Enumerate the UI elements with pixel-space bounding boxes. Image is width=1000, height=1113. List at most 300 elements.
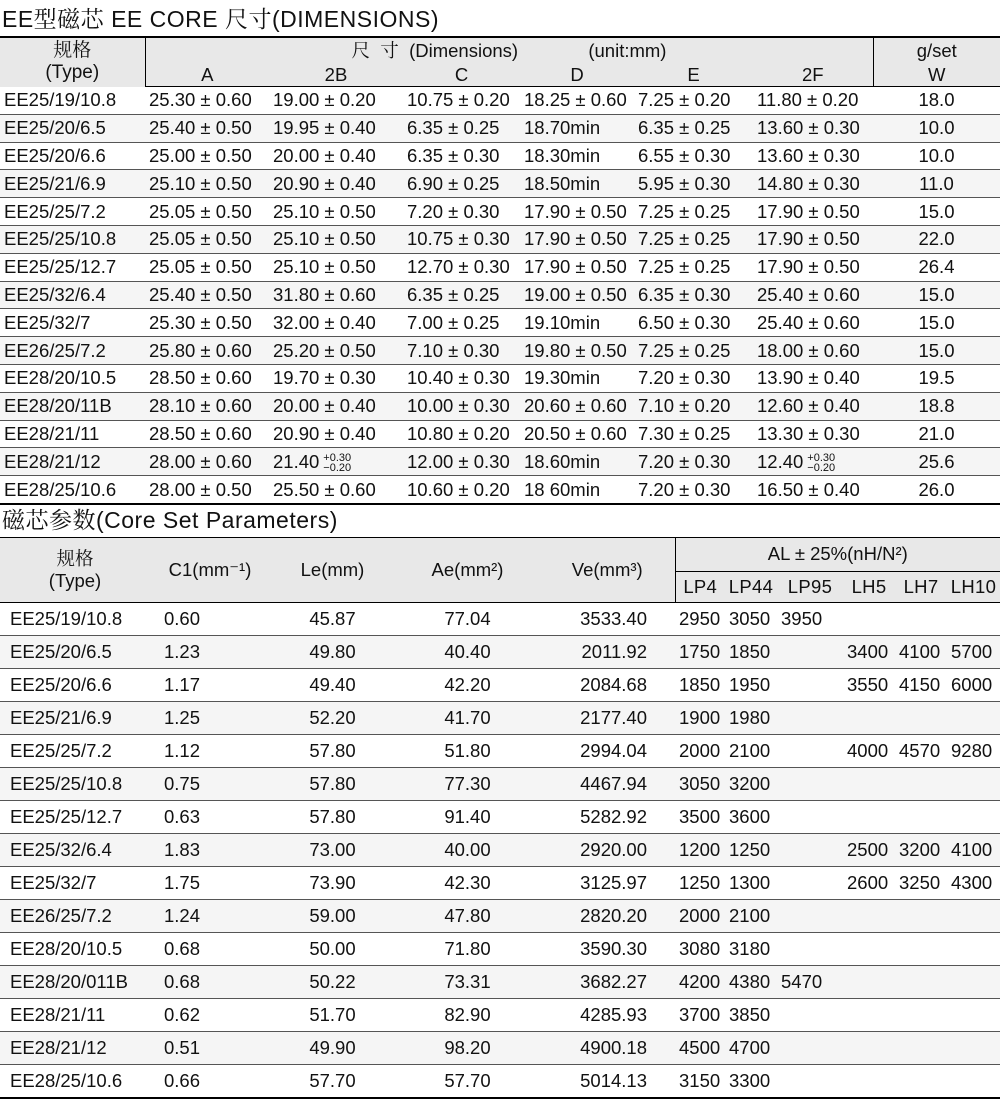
al-lp44-cell: 3050: [725, 602, 777, 635]
dim-value: 32.00 ± 0.40: [273, 311, 376, 333]
dim-value: 7.25 ± 0.25: [638, 228, 731, 250]
weight-cell: 19.5: [873, 364, 1000, 392]
dim-e-cell: [634, 337, 753, 365]
type-cell: EE25/25/12.7: [0, 253, 145, 281]
weight-cell: 15.0: [873, 337, 1000, 365]
dim-value: 28.00 ± 0.60: [149, 450, 252, 472]
c1-cell: 1.24: [150, 899, 270, 932]
al-lp4-cell: 1200: [675, 833, 725, 866]
weight-cell: 11.0: [873, 170, 1000, 198]
dim-value: 13.90 ± 0.40: [757, 367, 860, 389]
le-cell: 49.80: [270, 635, 395, 668]
dim-d-cell: [520, 281, 634, 309]
le-cell: 57.80: [270, 734, 395, 767]
dimensions-subheader-row: [0, 64, 1000, 87]
dim-value: 17.90 ± 0.50: [524, 200, 627, 222]
dim-value: 28.10 ± 0.60: [149, 395, 252, 417]
dim-d-cell: [520, 448, 634, 476]
al-lh10-cell: [947, 965, 1000, 998]
al-lp4-cell: 3080: [675, 932, 725, 965]
al-lh7-cell: [895, 602, 947, 635]
table-row: [0, 866, 1000, 899]
param-type-cell: EE28/21/12: [0, 1031, 150, 1064]
ae-cell: 98.20: [395, 1031, 540, 1064]
dim-a-cell: [145, 309, 269, 337]
dim-value: 13.60 ± 0.30: [757, 117, 860, 139]
type-cell: EE28/25/10.6: [0, 476, 145, 504]
dim-value: 6.35 ± 0.25: [407, 283, 500, 305]
param-type-cell: EE28/20/011B: [0, 965, 150, 998]
dim-value: 25.80 ± 0.60: [149, 339, 252, 361]
le-cell: 57.80: [270, 800, 395, 833]
ve-cell: 2920.00: [540, 833, 675, 866]
param-type-header-cn: 规格: [56, 547, 94, 569]
c1-cell: 1.75: [150, 866, 270, 899]
dim-2b-cell: [269, 448, 403, 476]
dim-2b-cell: [269, 114, 403, 142]
table-row: [0, 225, 1000, 253]
al-lh10-cell: [947, 701, 1000, 734]
dim-2f-cell: [753, 420, 873, 448]
ve-cell: 2011.92: [540, 635, 675, 668]
dim-value: 20.90 ± 0.40: [273, 422, 376, 444]
weight-cell: 15.0: [873, 309, 1000, 337]
al-lh7-cell: [895, 701, 947, 734]
dim-d-cell: [520, 225, 634, 253]
dim-value: 25.30 ± 0.50: [149, 311, 252, 333]
parameters-table: [0, 537, 1000, 1099]
al-lp95-cell: [777, 800, 843, 833]
dim-c-cell: [403, 225, 520, 253]
ae-cell: 42.30: [395, 866, 540, 899]
dim-value: 7.25 ± 0.25: [638, 256, 731, 278]
type-cell: EE25/32/7: [0, 309, 145, 337]
al-lp95-cell: [777, 734, 843, 767]
al-lh10-cell: 4100: [947, 833, 1000, 866]
c1-cell: 1.12: [150, 734, 270, 767]
al-lp44-cell: 1980: [725, 701, 777, 734]
dim-d-cell: [520, 170, 634, 198]
param-type-header: [0, 537, 150, 602]
ae-cell: 77.04: [395, 602, 540, 635]
dim-value: 25.05 ± 0.50: [149, 228, 252, 250]
dim-value: 7.25 ± 0.25: [638, 200, 731, 222]
weight-cell: 26.0: [873, 476, 1000, 504]
le-header: Le(mm): [270, 537, 395, 602]
dim-value: 25.10 ± 0.50: [273, 256, 376, 278]
material-lh5-header: LH5: [843, 571, 895, 602]
dim-value: 6.50 ± 0.30: [638, 311, 731, 333]
param-type-cell: EE26/25/7.2: [0, 899, 150, 932]
dim-value: 25.05 ± 0.50: [149, 200, 252, 222]
param-type-header-en: (Type): [48, 569, 102, 591]
dim-value: 10.80 ± 0.20: [407, 422, 510, 444]
dim-c-cell: [403, 253, 520, 281]
c1-cell: 0.66: [150, 1064, 270, 1098]
dim-value: 10.00 ± 0.30: [407, 395, 510, 417]
col-c-header: C: [403, 64, 520, 87]
dim-2f-cell: [753, 364, 873, 392]
al-lp95-cell: [777, 1031, 843, 1064]
al-lp44-cell: 2100: [725, 899, 777, 932]
dim-value: 25.10 ± 0.50: [149, 172, 252, 194]
dim-2b-cell: [269, 337, 403, 365]
dim-c-cell: [403, 337, 520, 365]
al-lh10-cell: 5700: [947, 635, 1000, 668]
al-lp4-cell: 1250: [675, 866, 725, 899]
table-row: [0, 420, 1000, 448]
table-row: [0, 170, 1000, 198]
al-lp4-cell: 3050: [675, 767, 725, 800]
le-cell: 52.20: [270, 701, 395, 734]
le-cell: 49.40: [270, 668, 395, 701]
c1-cell: 0.60: [150, 602, 270, 635]
dim-value: 18 60min: [524, 478, 601, 500]
dim-2f-cell: [753, 170, 873, 198]
al-lh7-cell: [895, 932, 947, 965]
dim-2b-cell: [269, 170, 403, 198]
dim-value: 19.00 ± 0.50: [524, 283, 627, 305]
param-type-cell: EE28/25/10.6: [0, 1064, 150, 1098]
type-cell: EE28/20/11B: [0, 392, 145, 420]
table-row: [0, 392, 1000, 420]
al-lh7-cell: [895, 1031, 947, 1064]
dim-value: 7.10 ± 0.30: [407, 339, 500, 361]
dim-d-cell: [520, 364, 634, 392]
dim-d-cell: [520, 420, 634, 448]
table-row: [0, 337, 1000, 365]
weight-cell: 18.0: [873, 87, 1000, 115]
al-lp95-cell: [777, 701, 843, 734]
al-lh5-cell: [843, 965, 895, 998]
col-2b-header: 2B: [269, 64, 403, 87]
dim-value: 25.40 ± 0.50: [149, 117, 252, 139]
table-row: [0, 476, 1000, 504]
table-row: [0, 701, 1000, 734]
ve-cell: 5282.92: [540, 800, 675, 833]
table-row: [0, 932, 1000, 965]
dim-a-cell: [145, 87, 269, 115]
al-lp44-cell: 1300: [725, 866, 777, 899]
ae-cell: 71.80: [395, 932, 540, 965]
dim-value: 7.25 ± 0.25: [638, 339, 731, 361]
table-row: [0, 448, 1000, 476]
dim-value: 21.40: [273, 450, 320, 472]
dim-2b-cell: [269, 309, 403, 337]
table-row: [0, 1031, 1000, 1064]
al-lh7-cell: 4570: [895, 734, 947, 767]
dim-value: 20.60 ± 0.60: [524, 395, 627, 417]
dim-value: 12.60 ± 0.40: [757, 395, 860, 417]
dim-value: 17.90 ± 0.50: [757, 256, 860, 278]
dim-a-cell: [145, 476, 269, 504]
weight-cell: 25.6: [873, 448, 1000, 476]
tolerance-upper: +0.30: [323, 451, 352, 464]
dim-value: 20.00 ± 0.40: [273, 144, 376, 166]
dim-e-cell: [634, 476, 753, 504]
table-row: [0, 364, 1000, 392]
dim-d-cell: [520, 309, 634, 337]
dim-value: 6.35 ± 0.25: [638, 117, 731, 139]
al-lh10-cell: [947, 998, 1000, 1031]
ve-cell: 3125.97: [540, 866, 675, 899]
dim-value: 16.50 ± 0.40: [757, 478, 860, 500]
dim-d-cell: [520, 337, 634, 365]
dim-c-cell: [403, 170, 520, 198]
al-lp4-cell: 2950: [675, 602, 725, 635]
le-cell: 57.80: [270, 767, 395, 800]
dim-value: 25.05 ± 0.50: [149, 256, 252, 278]
dim-a-cell: [145, 420, 269, 448]
col-w-header: W: [873, 64, 1000, 87]
al-lp44-cell: 3200: [725, 767, 777, 800]
weight-cell: 21.0: [873, 420, 1000, 448]
c1-cell: 1.83: [150, 833, 270, 866]
al-lp4-cell: 4500: [675, 1031, 725, 1064]
type-cell: EE25/19/10.8: [0, 87, 145, 115]
al-lh7-cell: 3200: [895, 833, 947, 866]
dim-value: 6.90 ± 0.25: [407, 172, 500, 194]
dim-2b-cell: [269, 420, 403, 448]
al-lp4-cell: 3700: [675, 998, 725, 1031]
dim-2f-cell: [753, 392, 873, 420]
tolerance-lower: −0.20: [807, 461, 836, 474]
al-lp95-cell: [777, 932, 843, 965]
dim-value: 14.80 ± 0.30: [757, 172, 860, 194]
weight-cell: 22.0: [873, 225, 1000, 253]
c1-header: C1(mm⁻¹): [150, 537, 270, 602]
type-cell: EE28/20/10.5: [0, 364, 145, 392]
dim-value: 17.90 ± 0.50: [757, 228, 860, 250]
dimensions-table: [0, 36, 1000, 505]
dim-c-cell: [403, 420, 520, 448]
dim-2f-cell: [753, 198, 873, 226]
dim-d-cell: [520, 253, 634, 281]
al-lh7-cell: [895, 998, 947, 1031]
ae-cell: 57.70: [395, 1064, 540, 1098]
dim-2f-cell: [753, 114, 873, 142]
dim-value: 18.60min: [524, 450, 601, 472]
dim-value: 7.00 ± 0.25: [407, 311, 500, 333]
c1-cell: 0.75: [150, 767, 270, 800]
dim-value: 6.35 ± 0.25: [407, 117, 500, 139]
al-lh5-cell: 2600: [843, 866, 895, 899]
dimensions-title: EE型磁芯 EE CORE 尺寸(DIMENSIONS): [2, 6, 439, 32]
dim-2b-cell: [269, 225, 403, 253]
dimensions-header-row: [0, 37, 1000, 64]
dim-d-cell: [520, 198, 634, 226]
al-lh7-cell: [895, 899, 947, 932]
param-type-cell: EE25/20/6.6: [0, 668, 150, 701]
dim-2f-cell: [753, 281, 873, 309]
dim-value: 6.55 ± 0.30: [638, 144, 731, 166]
unit-label: (unit:mm): [588, 40, 667, 61]
dim-value: 18.25 ± 0.60: [524, 89, 627, 111]
dim-value: 12.00 ± 0.30: [407, 450, 510, 472]
type-header: [0, 37, 145, 87]
dim-2f-cell: [753, 476, 873, 504]
dim-2b-cell: [269, 281, 403, 309]
dim-e-cell: [634, 87, 753, 115]
dim-2b-cell: [269, 364, 403, 392]
c1-cell: 0.68: [150, 965, 270, 998]
type-cell: EE26/25/7.2: [0, 337, 145, 365]
dim-value: 25.40 ± 0.60: [757, 283, 860, 305]
type-cell: EE25/25/10.8: [0, 225, 145, 253]
al-lh10-cell: [947, 899, 1000, 932]
table-row: [0, 734, 1000, 767]
dim-value: 13.30 ± 0.30: [757, 422, 860, 444]
table-row: [0, 833, 1000, 866]
al-lp95-cell: 5470: [777, 965, 843, 998]
tolerance-lower: −0.20: [323, 461, 352, 474]
dim-value: 12.40: [757, 450, 804, 472]
dim-value: 25.40 ± 0.60: [757, 311, 860, 333]
dim-e-cell: [634, 225, 753, 253]
ve-cell: 4467.94: [540, 767, 675, 800]
dim-e-cell: [634, 114, 753, 142]
dim-a-cell: [145, 142, 269, 170]
tolerance: [323, 453, 351, 473]
dim-c-cell: [403, 392, 520, 420]
dim-a-cell: [145, 364, 269, 392]
table-row: [0, 899, 1000, 932]
dim-2b-cell: [269, 476, 403, 504]
dim-e-cell: [634, 309, 753, 337]
al-lh7-cell: [895, 767, 947, 800]
al-lh10-cell: 6000: [947, 668, 1000, 701]
al-lh5-cell: 2500: [843, 833, 895, 866]
dim-e-cell: [634, 364, 753, 392]
col-d-header: D: [520, 64, 634, 87]
al-lp95-cell: [777, 1064, 843, 1098]
dim-value: 19.00 ± 0.20: [273, 89, 376, 111]
dim-c-cell: [403, 309, 520, 337]
tolerance-upper: +0.30: [807, 451, 836, 464]
dim-value: 28.50 ± 0.60: [149, 422, 252, 444]
dim-c-cell: [403, 281, 520, 309]
ae-cell: 77.30: [395, 767, 540, 800]
al-lh5-cell: [843, 1031, 895, 1064]
ae-cell: 41.70: [395, 701, 540, 734]
al-lp44-cell: 4380: [725, 965, 777, 998]
table-row: [0, 281, 1000, 309]
dim-d-cell: [520, 142, 634, 170]
type-cell: EE25/32/6.4: [0, 281, 145, 309]
dim-e-cell: [634, 142, 753, 170]
ae-header: Ae(mm²): [395, 537, 540, 602]
dim-c-cell: [403, 476, 520, 504]
table-row: [0, 635, 1000, 668]
ve-cell: 3682.27: [540, 965, 675, 998]
dim-c-cell: [403, 87, 520, 115]
dim-value: 7.20 ± 0.30: [407, 200, 500, 222]
al-lp95-cell: [777, 635, 843, 668]
dim-value: 17.90 ± 0.50: [757, 200, 860, 222]
param-type-cell: EE25/20/6.5: [0, 635, 150, 668]
al-lh5-cell: [843, 767, 895, 800]
type-cell: EE25/20/6.6: [0, 142, 145, 170]
dim-e-cell: [634, 253, 753, 281]
dim-value: 13.60 ± 0.30: [757, 144, 860, 166]
type-cell: EE25/25/7.2: [0, 198, 145, 226]
dim-2f-cell: [753, 225, 873, 253]
al-lh10-cell: [947, 932, 1000, 965]
dim-a-cell: [145, 337, 269, 365]
dim-2f-cell: [753, 337, 873, 365]
dim-d-cell: [520, 114, 634, 142]
le-cell: 73.00: [270, 833, 395, 866]
material-lh7-header: LH7: [895, 571, 947, 602]
dim-value: 20.90 ± 0.40: [273, 172, 376, 194]
al-lp95-cell: 3950: [777, 602, 843, 635]
dim-value: 10.75 ± 0.20: [407, 89, 510, 111]
ve-cell: 5014.13: [540, 1064, 675, 1098]
table-row: [0, 198, 1000, 226]
dim-a-cell: [145, 281, 269, 309]
weight-cell: 15.0: [873, 281, 1000, 309]
table-row: [0, 800, 1000, 833]
param-type-cell: EE25/25/7.2: [0, 734, 150, 767]
al-lh5-cell: 4000: [843, 734, 895, 767]
dim-value: 10.75 ± 0.30: [407, 228, 510, 250]
al-header: AL ± 25%(nH/N²): [675, 537, 1000, 571]
dim-e-cell: [634, 198, 753, 226]
dim-2b-cell: [269, 392, 403, 420]
ae-cell: 40.00: [395, 833, 540, 866]
al-lp95-cell: [777, 767, 843, 800]
dim-c-cell: [403, 142, 520, 170]
dim-2b-cell: [269, 142, 403, 170]
al-lp44-cell: 3180: [725, 932, 777, 965]
dim-a-cell: [145, 170, 269, 198]
al-lh10-cell: [947, 1031, 1000, 1064]
dim-value: 25.30 ± 0.60: [149, 89, 252, 111]
table-row: [0, 142, 1000, 170]
type-cell: EE28/21/11: [0, 420, 145, 448]
dim-value: 6.35 ± 0.30: [638, 283, 731, 305]
al-lh7-cell: 4100: [895, 635, 947, 668]
param-type-cell: EE28/21/11: [0, 998, 150, 1031]
ve-cell: 2994.04: [540, 734, 675, 767]
dim-value: 20.50 ± 0.60: [524, 422, 627, 444]
le-cell: 51.70: [270, 998, 395, 1031]
dim-e-cell: [634, 170, 753, 198]
table-row: [0, 668, 1000, 701]
al-lp4-cell: 1850: [675, 668, 725, 701]
dim-value: 18.50min: [524, 172, 601, 194]
dim-value: 25.00 ± 0.50: [149, 144, 252, 166]
dim-value: 7.20 ± 0.30: [638, 367, 731, 389]
al-lh10-cell: [947, 602, 1000, 635]
al-lp95-cell: [777, 998, 843, 1031]
table-row: [0, 114, 1000, 142]
dim-value: 28.00 ± 0.50: [149, 478, 252, 500]
c1-cell: 0.62: [150, 998, 270, 1031]
material-lp4-header: LP4: [675, 571, 725, 602]
dim-value: 6.35 ± 0.30: [407, 144, 500, 166]
dim-2f-cell: [753, 448, 873, 476]
al-lh5-cell: 3400: [843, 635, 895, 668]
al-lp44-cell: 1950: [725, 668, 777, 701]
le-cell: 73.90: [270, 866, 395, 899]
table-row: [0, 1064, 1000, 1098]
param-type-cell: EE25/21/6.9: [0, 701, 150, 734]
dim-value: 7.20 ± 0.30: [638, 478, 731, 500]
dim-e-cell: [634, 392, 753, 420]
al-lp4-cell: 3500: [675, 800, 725, 833]
table-row: [0, 87, 1000, 115]
